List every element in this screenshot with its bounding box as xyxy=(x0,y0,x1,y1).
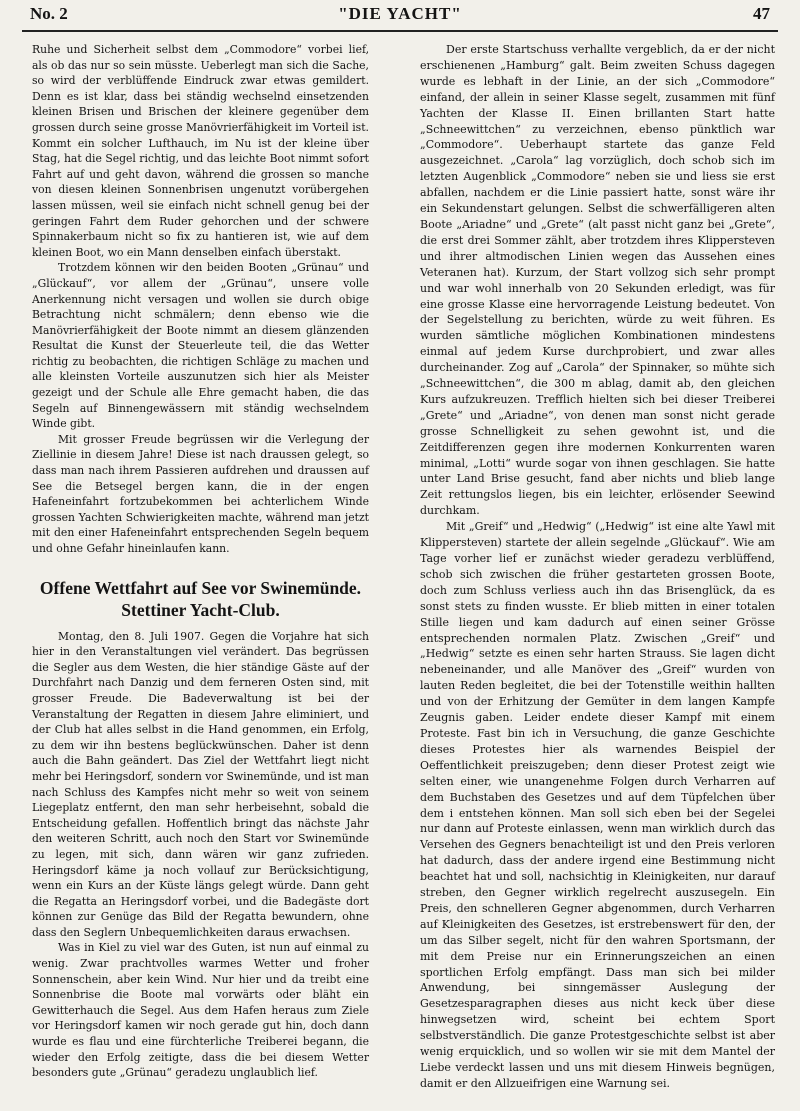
left-column xyxy=(32,42,369,1081)
right-column xyxy=(420,42,775,1092)
section-title: Offene Wettfahrt auf See vor Swinemünde. xyxy=(39,577,362,598)
paragraph: Montag, den 8. Juli 1907. Gegen die Vorjahre hat sich hier in den Veranstaltungen viel verändert. Das begrüssen die Segler aus dem Westen, die hier ständige Gäste auf der Durchfahrt nach Danzig und dem ferneren Osten sind, mit grosser Freude. Die Badeverwaltung ist bei der Veranstaltung der Regatten in diesem Jahre eliminiert, und der Club hat alles selbst in die Hand genommen, ein Erfolg, zu dem wir ihn bestens beglückwünschen. Daher ist denn auch die Bahn geändert. Das Ziel der Wettfahrt liegt nicht mehr bei Heringsdorf, sondern vor Swinemünde, und ist man nach Schluss des Kampfes nicht mehr so weit von seinem Liegeplatz entfernt, den man sehr herbeisehnt, sobald die Entscheidung gefallen. Hoffentlich bringt das nächste Jahr den weiteren Schritt, auch noch den Start vor Swinemünde zu legen, mit sich, dann wären wir ganz zufrieden. Heringsdorf käme ja noch vollauf zur Berücksichtigung, wenn ein Kurs an der Küste längs gelegt würde. Dann geht die Regatta an Heringsdorf vorbei, und die Badegäste dort können zur Genüge das Bild der Regatta bewundern, ohne dass den Seglern Unbequemlichkeiten daraus erwachsen. xyxy=(32,629,369,939)
page-number: 47 xyxy=(753,4,770,23)
paragraph: Was in Kiel zu viel war des Guten, ist nun auf einmal zu wenig. Zwar prachtvolles warmes Wetter und froher Sonnenschein, aber kein Wind. Nur hier und da treibt eine Sonnenbrise die Boote mal vorwärts oder bläht ein Gewitterhauch die Segel. Aus dem Hafen heraus zum Ziele vor Heringsdorf kamen wir noch gerade gut hin, doch dann wurde es flau und eine fürchterliche Treiberei begann, die wieder den Erfolg zeitigte, dass die bei diesem Wetter besonders gute „Grünau“ geradezu unglaublich lief. xyxy=(32,941,369,1080)
issue-number: No. 2 xyxy=(30,4,68,23)
header-rule xyxy=(22,30,778,32)
paragraph: Mit grosser Freude begrüssen wir die Verlegung der Ziellinie in diesem Jahre! Diese ist nach draussen gelegt, so dass man nach ihrem Passieren aufdrehen und draussen auf See die Betsegel bergen kann, die in der engen Hafeneinfahrt fortzubekommen bei achterlichem Winde grossen Yachten Schwierigkeiten machte, während man jetzt mit den einer Hafeneinfahrt entsprechenden Segeln bequem und ohne Gefahr hineinlaufen kann. xyxy=(32,432,369,555)
paragraph: Mit „Greif“ und „Hedwig“ („Hedwig“ ist eine alte Yawl mit Klippersteven) startete der allein segelnde „Glückauf“. Wie am Tage vorher lief er zunächst wieder geradezu verblüffend, schob sich zwischen die früher gestarteten grossen Boote, doch zum Schluss verliess auch ihn das Brisenglück, da es sonst stets zu finden wusste. Er blieb mitten in einer totalen Stille liegen und kam dadurch auf einen seiner Grösse entsprechenden normalen Platz. Zwischen „Greif“ und „Hedwig“ setzte es einen sehr harten Strauss. Sie lagen dicht nebeneinander, und alle Manöver des „Greif“ wurden von lauten Reden begleitet, die bei der Totenstille weithin hallten und von der Erhitzung der Gemüter in dem langen Kampfe Zeugnis gaben. Leider endete dieser Kampf mit einem Proteste. Fast bin ich in Versuchung, die ganze Geschichte dieses Protestes hier als warnendes Beispiel der Oeffentlichkeit preiszugeben; denn dieser Protest zeigt wie selten einer, wie unangenehme Folgen durch Verharren auf dem Buchstaben des Gesetzes und auf dem Tüpfelchen über dem i entstehen können. Man soll sich eben bei der Segelei nur dann auf Proteste einlassen, wenn man wirklich durch das Versehen des Gegners benachteiligt ist und den Preis verloren hat dadurch, dass der andere irgend eine Bestimmung nicht beachtet hat und soll, nachsichtig in Kleinigkeiten, nur darauf streben, den Gegner wirklich regelrecht auszusegeln. Ein Preis, den schnelleren Gegner abgenommen, durch Verharren auf Kleinigkeiten des Gesetzes, ist erstrebenswert für den, der um das Silber segelt, nicht für den wahren Sportsmann, der mit dem Preise nur ein Erinnerungszeichen an einen sportlichen Erfolg empfängt. Dass man sich bei milder Anwendung, bei sinngemässer Auslegung der Gesetzesparagraphen dieses aus nicht keck über diese hinwegsetzen wird, scheint bei echtem Sport selbstverständlich. Die ganze Protestgeschichte selbst ist aber wenig erquicklich, und so wollen wir sie mit dem Mantel der Liebe verdeckt lassen und uns mit diesem Hinweis begnügen, damit er den Allzueifrigen eine Warnung sei. xyxy=(420,520,775,1090)
paragraph: Trotzdem können wir den beiden Booten „Grünau“ und „Glückauf“, vor allem der „Grünau“, unsere volle Anerkennung nicht versagen und wollen sie durch obige Betrachtung nicht schmälern; denn ebenso wie die Manövrierfähigkeit der Boote nimmt an diesem glänzenden Resultat die Kunst der Steuerleute teil, die das Wetter richtig zu beobachten, die richtigen Schläge zu machen und alle kleinsten Vorteile auszunutzen sich hier als Meister gezeigt und der Schule alle Ehre gemacht haben, die das Segeln auf Binnengewässern mit ständig wechselndem Winde gibt. xyxy=(32,261,369,431)
section-subtitle: Stettiner Yacht-Club. xyxy=(121,599,280,620)
paragraph: Der erste Startschuss verhallte vergeblich, da er der nicht erschienenen „Hamburg“ galt. Beim zweiten Schuss dagegen wurde es lebhaft in der Linie, an der sich „Commodore“ einfand, der allein in seiner Klasse segelt, zusammen mit fünf Yachten der Klasse II. Einen brillanten Start hatte „Schneewittchen“ zu verzeichnen, ebenso pünktlich war „Commodore“. Ueberhaupt startete das ganze Feld ausgezeichnet. „Carola“ lag vorzüglich, doch schob sich im letzten Augenblick „Commodore“ neben sie und liess sie erst abfallen, nachdem er die Linie passiert hatte, sonst wäre ihr ein Sekundenstart gelungen. Selbst die schwerfälligeren alten Boote „Ariadne“ und „Grete“ (alt passt nicht ganz bei „Grete“, die erst drei Sommer zählt, aber trotzdem ihres Klippersteven und ihrer altmodischen Linien wegen das Aussehen eines Veteranen hat). Kurzum, der Start vollzog sich sehr prompt und war wohl innerhalb von 20 Sekunden erledigt, was für eine grosse Klasse eine hervorragende Leistung bedeutet. Von der Segelstellung zu berichten, würde zu weit führen. Es wurden sämtliche möglichen Kombinationen mindestens einmal auf jedem Kurse durchprobiert, und zwar alles durcheinander. Zog auf „Carola“ der Spinnaker, so mühte sich „Schneewittchen“, die 300 m ablag, damit ab, den gleichen Kurs aufzukreuzen. Trefflich hielten sich bei dieser Treiberei „Grete“ und „Ariadne“, von denen man sonst nicht gerade grosse Schnelligkeit zu sehen gewohnt ist, und die Zeitdifferenzen gegen ihre modernen Konkurrenten waren minimal, „Lotti“ wurde sogar von ihnen geschlagen. Sie hatte unter Land Brise gesucht, fand aber nichts und blieb lange Zeit rettungslos liegen, bis ein leichter, erlösender Seewind durchkam. xyxy=(420,43,775,518)
journal-title: "DIE YACHT" xyxy=(338,4,462,23)
paragraph: Ruhe und Sicherheit selbst dem „Commodore“ vorbei lief, als ob das nur so sein müsste. Ueberlegt man sich die Sache, so wird der verblüffende Eindruck zwar etwas gemildert. Denn es ist klar, dass bei ständig wechselnd einsetzenden kleinen Brisen und Brischen der kleinere gegenüber dem grossen durch seine grosse Manövrierfähigkeit im Vorteil ist. Kommt ein solcher Lufthauch, im Nu ist der kleine über Stag, hat die Segel richtig, und das leichte Boot nimmt sofort Fahrt auf und geht davon, während die grossen so manche von diesen kleinen Sonnenbrisen ungenutzt vorübergehen lassen müssen, weil sie einfach nicht schnell genug bei der geringen Fahrt dem Ruder gehorchen und der schwere Spinnakerbaum nicht so fix zu hantieren ist, wie auf dem kleinen Boot, wo ein Mann denselben einfach überstakt. xyxy=(32,43,369,259)
section-heading xyxy=(32,577,369,621)
